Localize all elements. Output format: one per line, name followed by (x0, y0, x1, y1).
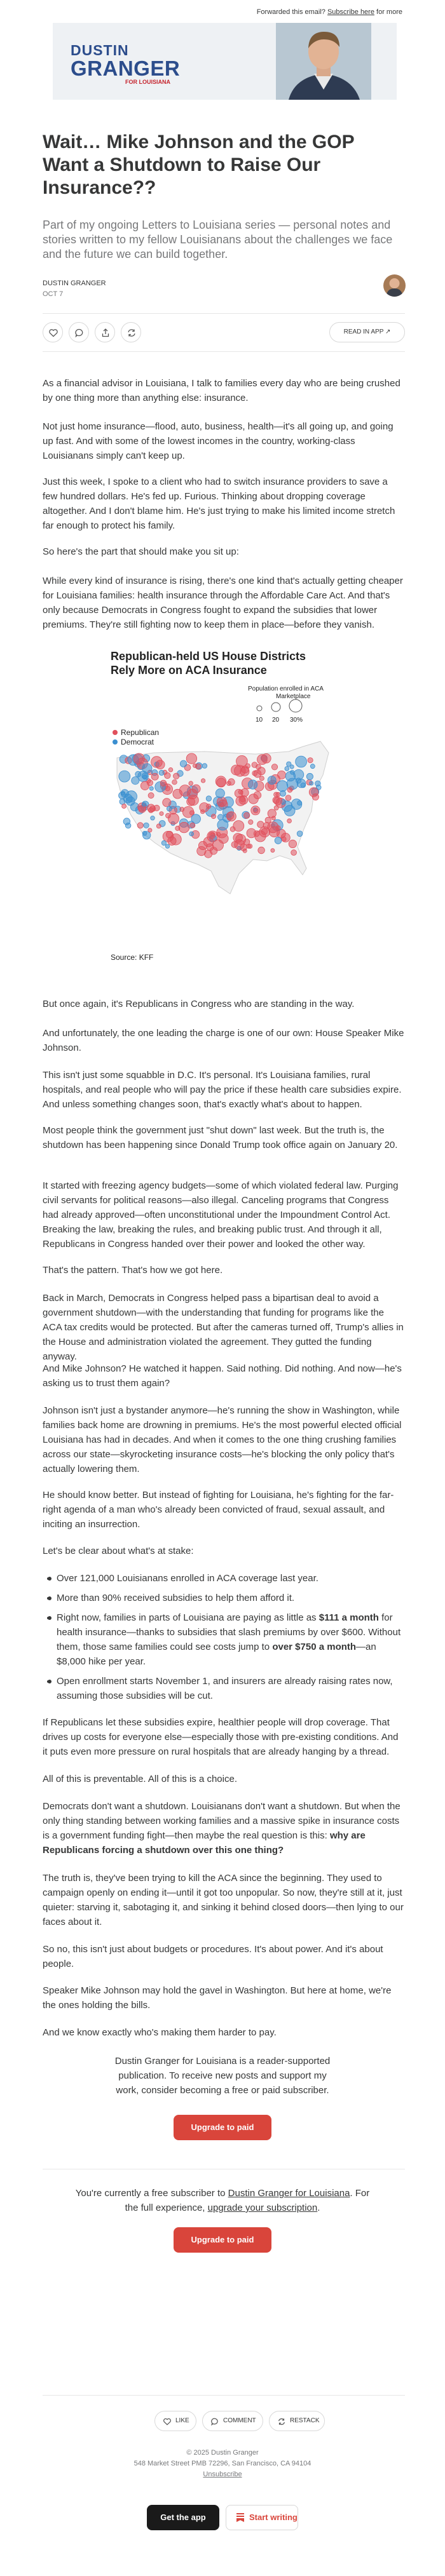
district-bubble (274, 792, 278, 797)
district-bubble (291, 850, 297, 856)
district-bubble (244, 813, 250, 818)
district-bubble (306, 773, 313, 779)
district-bubble (212, 840, 223, 851)
district-bubble (167, 806, 172, 811)
post-title: Wait… Mike Johnson and the GOP Want a Shutdown to Raise Our Insurance?? (43, 131, 355, 198)
district-bubble (217, 778, 226, 787)
substack-icon (236, 2513, 244, 2522)
legend-title-line2: Marketplace (276, 693, 311, 700)
paragraph: Not just home insurance—flood, auto, business, health—it's all going up, and going up fast. And with some of the lowest incomes in the country, working-class Louisianans simply can't keep up. (43, 421, 394, 461)
district-bubble (142, 802, 146, 806)
district-bubble (310, 764, 315, 769)
district-bubble (254, 831, 259, 837)
district-bubble (159, 770, 164, 775)
heart-icon (163, 2417, 172, 2426)
district-bubble (297, 831, 303, 837)
like-icon-button[interactable] (43, 322, 63, 342)
district-bubble (284, 806, 295, 816)
district-bubble (271, 816, 275, 820)
district-bubble (277, 781, 288, 792)
district-bubble (236, 834, 246, 844)
district-bubble (285, 767, 289, 771)
subscriber-text: . (317, 2202, 320, 2213)
bullet-emphasis: $111 a month (318, 1612, 379, 1623)
district-bubble (257, 755, 268, 765)
unsubscribe-link[interactable]: Unsubscribe (203, 2471, 242, 2478)
district-bubble (287, 762, 291, 766)
paragraph: Johnson isn't just a bystander anymore—he's running the show in Washington, while families back home are drowning in premiums. He's the most powerful elected official Louisiana has had in decades. And when it comes to the one thing crushing families across our state—skyrocketing insurance costs—he's blocking the only policy that's actually lowering them. (43, 1405, 402, 1474)
district-bubble (261, 828, 268, 835)
district-bubble (308, 758, 313, 763)
restack-icon (127, 328, 137, 338)
subscriber-message (0, 2186, 445, 2215)
district-bubble (137, 823, 143, 828)
chart-source: Source: KFF (111, 953, 154, 962)
upgrade-subscription-link[interactable]: upgrade your subscription (207, 2202, 318, 2213)
post-subtitle: Part of my ongoing Letters to Louisiana series — personal notes and stories written to my fellow Louisianans about the challenges we face and the future we can build together. (43, 219, 393, 260)
size-label-20: 20 (272, 717, 280, 724)
list-item (57, 1610, 405, 1669)
paragraph: Let's be clear about what's at stake: (43, 1546, 194, 1556)
paragraph: But once again, it's Republicans in Congress who are standing in the way. (43, 999, 355, 1009)
divider (43, 313, 405, 314)
author-photo (276, 23, 371, 100)
district-bubble (217, 832, 221, 836)
district-bubble (217, 819, 228, 830)
district-bubble (249, 819, 253, 824)
share-icon-button[interactable] (95, 322, 115, 342)
comment-icon-button[interactable] (69, 322, 89, 342)
district-bubble (189, 832, 194, 836)
district-bubble (148, 793, 154, 799)
district-bubble (180, 760, 186, 767)
district-bubble (227, 812, 236, 821)
like-label: LIKE (175, 2417, 189, 2424)
legend-republican: Republican (121, 728, 160, 737)
district-bubble (149, 786, 153, 790)
district-bubble (156, 824, 161, 828)
paragraph: He should know better. But instead of fighting for Louisiana, he's fighting for the far-right agenda of a man who's already been convicted of fraud, sexual assault, and inciting an insurrection. (43, 1490, 394, 1530)
district-bubble (120, 799, 125, 804)
district-bubble (160, 780, 167, 786)
forward-suffix: for more (376, 8, 402, 16)
district-bubble (243, 849, 247, 853)
paragraph (43, 1799, 405, 1858)
get-the-app-button[interactable]: Get the app (147, 2505, 219, 2530)
district-bubble (160, 812, 163, 816)
paragraph: And we know exactly who's making them harder to pay. (43, 2027, 277, 2038)
district-bubble (172, 779, 177, 785)
subscriber-text: . For (350, 2188, 370, 2199)
read-in-app-button[interactable] (329, 322, 405, 342)
upgrade-to-paid-button-2[interactable]: Upgrade to paid (174, 2227, 271, 2253)
list-item: • Over 121,000 Louisianans enrolled in ACA coverage last year. (57, 1571, 405, 1586)
brand-line2: GRANGER (71, 57, 181, 80)
district-bubble (254, 808, 259, 813)
subscriber-text: the full experience, (125, 2202, 208, 2213)
district-bubble (254, 792, 261, 799)
list-item: • Open enrollment starts November 1, and insurers are already raising rates now, assuming those subsidies will be cut. (57, 1674, 405, 1703)
restack-button[interactable] (269, 2411, 325, 2431)
district-bubble (174, 773, 179, 779)
district-bubble (142, 831, 147, 835)
chart-title-line2: Rely More on ACA Insurance (111, 664, 267, 677)
district-bubble (296, 756, 307, 767)
district-bubble (206, 796, 211, 801)
district-bubble (240, 767, 249, 776)
publication-link[interactable]: Dustin Granger for Louisiana (228, 2188, 350, 2199)
paragraph: All of this is preventable. All of this is a choice. (43, 1774, 237, 1784)
district-bubble (148, 828, 152, 832)
restack-label: RESTACK (290, 2417, 320, 2424)
district-bubble (217, 814, 223, 820)
district-bubble (188, 795, 198, 805)
start-writing-button[interactable] (226, 2505, 298, 2530)
paragraph-emphasis: why are Republicans forcing a shutdown over this one thing? (43, 1830, 366, 1856)
legend-democrat: Democrat (121, 738, 154, 746)
brand-logo (71, 43, 180, 85)
restack-icon (277, 2417, 286, 2426)
paragraph: While every kind of insurance is rising, there's one kind that's actually getting cheaper for Louisiana families: health insurance through the Affordable Care Act. And that's only because Democrats in Congress fought to expand the subsidies that lower premiums. They're still fighting now to keep them in place—before they vanish. (43, 576, 403, 630)
district-bubble (142, 764, 152, 773)
support-line: publication. To receive new posts and support my (118, 2070, 327, 2081)
district-bubble (201, 779, 205, 783)
district-bubble (189, 781, 193, 786)
header-banner[interactable] (53, 23, 397, 100)
district-bubble (297, 779, 306, 788)
author-name[interactable]: DUSTIN GRANGER (43, 280, 106, 287)
district-bubble (193, 764, 197, 767)
divider (43, 351, 405, 352)
district-bubble (259, 776, 264, 781)
district-bubble (179, 822, 189, 833)
paragraph: And Mike Johnson? He watched it happen. Said nothing. Did nothing. And now—he's asking us to trust them again? (43, 1363, 402, 1389)
bullet-text: for health insurance—thanks to subsidies that slash premiums by over $600. Without them, those same families could see costs jump to (57, 1612, 401, 1652)
district-bubble (134, 753, 144, 764)
brand-line3: FOR LOUISIANA (125, 79, 170, 85)
district-bubble (258, 847, 265, 854)
paragraph: It started with freezing agency budgets—some of which violated federal law. Purging civil servants for political reasons—also illegal. Canceling programs that Congress had already approved—often unconstitutional under the Impoundment Control Act. Breaking the law, breaking the rules, and breaking public trust. And through it all, Republicans in Congress handed over their power and looked the other way. (43, 1180, 399, 1250)
district-bubble (168, 813, 179, 824)
paragraph: That's the pattern. That's how we got here. (43, 1265, 223, 1276)
district-bubble (298, 801, 302, 806)
district-bubble (228, 779, 235, 785)
legend-republican-dot (113, 730, 118, 735)
paragraph: If Republicans let these subsidies expire, healthier people will drop coverage. That drives up costs for everyone else—especially those with pre-existing conditions. And it puts even more pressure on rural hospitals that are already hanging by a thread. (43, 1717, 399, 1757)
district-bubble (287, 819, 292, 823)
like-button[interactable] (154, 2411, 196, 2431)
address: 548 Market Street PMB 72296, San Francisco, CA 94104 (134, 2460, 312, 2467)
district-bubble (285, 771, 295, 781)
aca-districts-chart (109, 645, 337, 972)
comment-icon (210, 2417, 219, 2426)
size-label-10: 10 (256, 717, 263, 724)
district-bubble (235, 789, 243, 797)
district-bubble (151, 816, 155, 820)
district-bubble (252, 771, 257, 776)
district-bubble (310, 781, 313, 785)
paragraph: This isn't just some squabble in D.C. It's personal. It's Louisiana families, rural hospitals, and real people who will pay the price if these health care subsidies expire. And unless something changes soon, that's exactly what's about to happen. (43, 1070, 402, 1110)
bullet-text: Right now, families in parts of Louisiana are paying as little as (57, 1612, 319, 1623)
paragraph: Just this week, I spoke to a client who had to switch insurance providers to save a few hundred dollars. He's fed up. Furious. Thinking about dropping coverage altogether. And I don't blame him. He's just trying to make his limited income stretch far enough to protect his family. (43, 476, 395, 531)
district-bubble (275, 837, 282, 844)
legend-democrat-dot (113, 739, 118, 745)
district-bubble (274, 797, 282, 806)
upgrade-to-paid-button[interactable]: Upgrade to paid (174, 2115, 271, 2140)
brand-line1: DUSTIN (71, 42, 129, 58)
copyright: © 2025 Dustin Granger (186, 2449, 259, 2457)
paragraph: Most people think the government just "shut down" last week. But the truth is, the shutdown has been happening since Donald Trump took office again on January 20. (43, 1125, 398, 1150)
district-bubble (240, 797, 245, 802)
district-bubble (140, 781, 149, 790)
district-bubble (211, 814, 216, 819)
size-label-30: 30% (290, 717, 303, 724)
subscribe-link[interactable]: Subscribe here (327, 8, 374, 16)
share-icon (100, 328, 111, 338)
district-bubble (271, 849, 275, 853)
district-bubble (202, 764, 207, 769)
district-bubble (148, 807, 153, 813)
district-bubble (165, 844, 169, 848)
paragraph: The truth is, they've been trying to kill the ACA since the beginning. They used to campaign openly on ending it—until it got too unpopular. So now, they're still at it, just quieter: starving it, sabotaging it, and sinking it behind closed doors—then lying to our faces about it. (43, 1873, 404, 1927)
district-bubble (151, 773, 158, 780)
forward-bar (0, 0, 445, 25)
support-line: Dustin Granger for Louisiana is a reader-supported (114, 2056, 331, 2067)
bullet-emphasis: over $750 a month (272, 1642, 357, 1652)
district-bubble (248, 780, 257, 789)
district-bubble (163, 799, 171, 807)
district-bubble (179, 785, 191, 797)
support-message (0, 2054, 445, 2098)
district-bubble (236, 755, 248, 767)
district-bubble (268, 776, 276, 785)
district-bubble (265, 817, 271, 823)
comment-button[interactable] (202, 2411, 263, 2431)
paragraph: Speaker Mike Johnson may hold the gavel in Washington. But here at home, we're the ones holding the bills. (43, 1985, 392, 2011)
district-bubble (312, 793, 318, 800)
paragraph: Back in March, Democrats in Congress helped pass a bipartisan deal to avoid a government shutdown—with the understanding that funding for programs like the ACA tax credits would be protected. But after the cameras turned off, Trump's allies in the House and administration violated the agreement. They gutted the funding anyway. (43, 1293, 404, 1362)
subscriber-text: You're currently a free subscriber to (75, 2188, 228, 2199)
district-bubble (247, 844, 250, 848)
post-date: OCT 7 (43, 290, 64, 298)
restack-icon-button[interactable] (121, 322, 141, 342)
district-bubble (180, 807, 184, 812)
district-bubble (119, 771, 130, 782)
district-bubble (315, 781, 321, 786)
paragraph: So here's the part that should make you sit up: (43, 546, 239, 557)
paragraph: And unfortunately, the one leading the charge is one of our own: House Speaker Mike Johnson. (43, 1028, 404, 1053)
avatar[interactable] (383, 274, 406, 297)
heart-icon (48, 328, 58, 338)
district-bubble (220, 802, 224, 806)
district-bubble (144, 823, 149, 828)
district-bubble (192, 785, 200, 793)
district-bubble (125, 823, 131, 828)
list-item: • More than 90% received subsidies to help them afford it. (57, 1591, 405, 1605)
arrow-up-right-icon: ↗ (385, 328, 391, 335)
district-bubble (257, 767, 265, 775)
divider (43, 2395, 405, 2396)
district-bubble (271, 764, 277, 770)
district-bubble (166, 831, 173, 838)
district-bubble (289, 840, 296, 847)
bullet-text: —an $8,000 hike per year. (57, 1642, 376, 1667)
district-bubble (190, 823, 195, 828)
read-in-app-label: READ IN APP (343, 328, 384, 335)
district-bubble (233, 821, 244, 832)
district-bubble (200, 803, 209, 813)
district-bubble (156, 760, 165, 769)
district-bubble (285, 795, 291, 801)
paragraph: As a financial advisor in Louisiana, I talk to families every day who are being crushed by one thing more than anything else: insurance. (43, 378, 400, 403)
start-writing-label: Start writing (249, 2512, 298, 2522)
district-bubble (205, 850, 212, 858)
district-bubble (121, 790, 128, 797)
district-bubble (274, 806, 278, 810)
chart-title-line1: Republican-held US House Districts (111, 650, 306, 663)
district-bubble (186, 753, 196, 764)
paragraph: So no, this isn't just about budgets or procedures. It's about power. And it's about people. (43, 1944, 383, 1969)
comment-label: COMMENT (223, 2417, 256, 2424)
district-bubble (161, 840, 166, 845)
district-bubble (216, 789, 224, 798)
district-bubble (257, 821, 264, 828)
paragraph-text: Democrats don't want a shutdown. Louisianans don't want a shutdown. But when the only thing standing between working families and a massive spike in insurance costs is a government funding fight—then maybe the real question is this: (43, 1801, 400, 1841)
district-bubble (168, 767, 173, 772)
support-line: work, consider becoming a free or paid subscriber. (116, 2085, 329, 2096)
district-bubble (122, 804, 127, 809)
district-bubble (191, 814, 201, 824)
district-bubble (268, 822, 278, 833)
forward-text: Forwarded this email? (256, 8, 325, 16)
district-bubble (282, 837, 286, 841)
comment-icon (74, 328, 85, 338)
district-bubble (287, 788, 292, 793)
legend-title-line1: Population enrolled in ACA (248, 685, 324, 692)
district-bubble (203, 837, 214, 847)
